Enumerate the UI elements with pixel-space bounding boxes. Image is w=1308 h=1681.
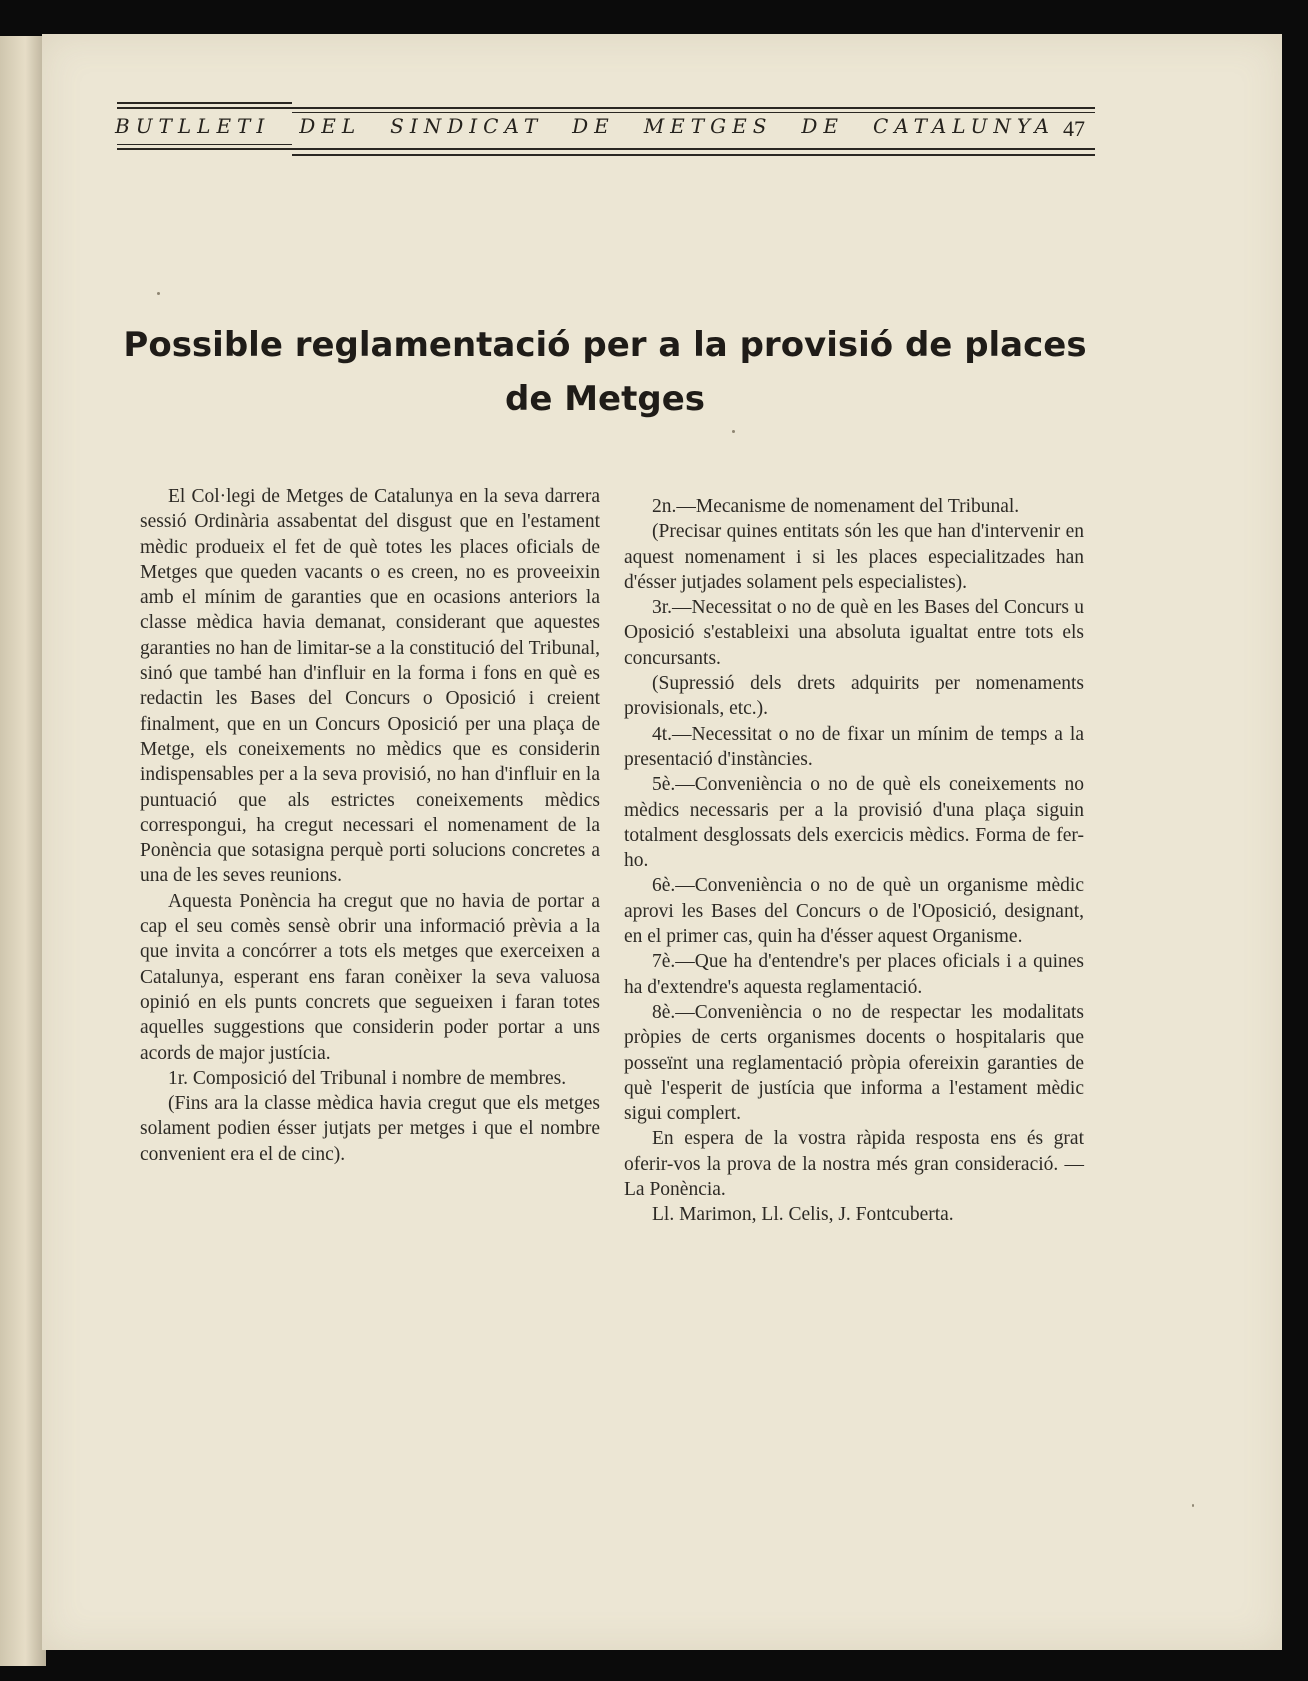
left-column (140, 484, 600, 1167)
paragraph: 2n.—Mecanisme de nomenament del Tribunal. (652, 496, 1020, 517)
header-rule (117, 148, 1095, 150)
journal-header (115, 102, 1095, 220)
paragraph: 6è.—Conveniència o no de què un organisme mèdic aprovi les Bases del Concurs o de l'Oposició, designant, en el primer cas, quin ha d'ésser aquest Organisme. (624, 875, 1084, 948)
header-rule (292, 112, 1095, 113)
paragraph: Aquesta Ponència ha cregut que no havia de portar a cap el seu comès sensè obrir una informació prèvia a la que invita a concórrer a tots els metges que exerceixen a Catalunya, esperant ens faran conèixer la seva valuosa opinió en els punts concrets que segueixen i faran totes aquelles suggestions que considerin poder portar a uns acords de major justícia. (140, 890, 600, 1064)
header-rule (117, 144, 292, 145)
paragraph: 4t.—Necessitat o no de fixar un mínim de temps a la presentació d'instàncies. (624, 723, 1084, 770)
paragraph: 5è.—Conveniència o no de què els coneixements no mèdics necessaris per a la provisió d'una plaça siguin totalment desglossats dels exercicis mèdics. Forma de fer-ho. (624, 774, 1084, 872)
paragraph: 7è.—Que ha d'entendre's per places oficials i a quines ha d'extendre's aquesta reglamentació. (624, 951, 1084, 998)
paragraph: El Col·legi de Metges de Catalunya en la seva darrera sessió Ordinària assabentat del disgust que en l'estament mèdic produeix el fet de què totes les places oficials de Metges que queden vacants o es creen, no es proveeixin amb el mínim de garanties que en ocasions anteriors la classe mèdica havia demanat, considerant que aquestes garanties no han de limitar-se a la constitució del Tribunal, sinó que també han d'influir en la forma i fons en què es redactin les Bases del Concurs o Oposició i creient finalment, que en un Concurs Oposició per una plaça de Metge, els coneixements no mèdics que es considerin indispensables per a la seva provisió, no han d'influir en la puntuació que als estrictes coneixements mèdics correspongui, ha cregut necessari el nomenament de la Ponència que sotasigna perquè porti solucions concretes a una de les seves reunions. (140, 486, 600, 887)
page-number: 47 (1063, 116, 1085, 141)
paragraph: (Precisar quines entitats són les que han d'intervenir en aquest nomenament i si les places especialitzades han d'ésser jutjades solament pels especialistes). (624, 521, 1084, 593)
header-rule (117, 107, 1095, 109)
journal-word: DEL (299, 114, 362, 138)
paragraph: (Fins ara la classe mèdica havia cregut que els metges solament podien ésser jutjats per metges i que el nombre convenient era el de cinc). (140, 1093, 600, 1165)
article-title (110, 318, 1100, 426)
journal-word: BUTLLETI (115, 114, 271, 138)
right-column (624, 494, 1084, 1228)
paper-speck (157, 292, 160, 295)
paper-speck (1192, 1504, 1194, 1507)
paragraph: 3r.—Necessitat o no de què en les Bases del Concurs u Oposició s'estableixi una absoluta igualtat entre tots els concursants. (624, 597, 1084, 669)
paragraph: (Supressió dels drets adquirits per nomenaments provisionals, etc.). (624, 673, 1084, 720)
journal-word: METGES (643, 114, 773, 138)
journal-word: DE (801, 114, 844, 138)
title-line: Possible reglamentació per a la provisió de places (123, 325, 1087, 365)
header-rule (117, 102, 292, 104)
header-rule (292, 154, 1095, 156)
journal-word: SINDICAT (390, 114, 544, 138)
journal-name (115, 114, 1055, 138)
journal-word: DE (572, 114, 615, 138)
signature: Ll. Marimon, Ll. Celis, J. Fontcuberta. (652, 1204, 954, 1226)
paragraph: En espera de la vostra ràpida resposta ens és grat oferir-vos la prova de la nostra més gran consideració. — La Ponència. (624, 1128, 1084, 1201)
paragraph: 1r. Composició del Tribunal i nombre de membres. (168, 1067, 567, 1089)
paper-speck (732, 430, 735, 433)
title-line: de Metges (504, 379, 705, 419)
paragraph: 8è.—Conveniència o no de respectar les modalitats pròpies de certs organismes docents o hospitalaris que posseïnt una reglamentació pròpia ofereixin garanties de què l'esperit de justícia que informa a l'estament mèdic sigui complert. (624, 1001, 1084, 1125)
adjacent-page-edge (0, 36, 46, 1666)
journal-word: CATALUNYA (872, 114, 1055, 138)
